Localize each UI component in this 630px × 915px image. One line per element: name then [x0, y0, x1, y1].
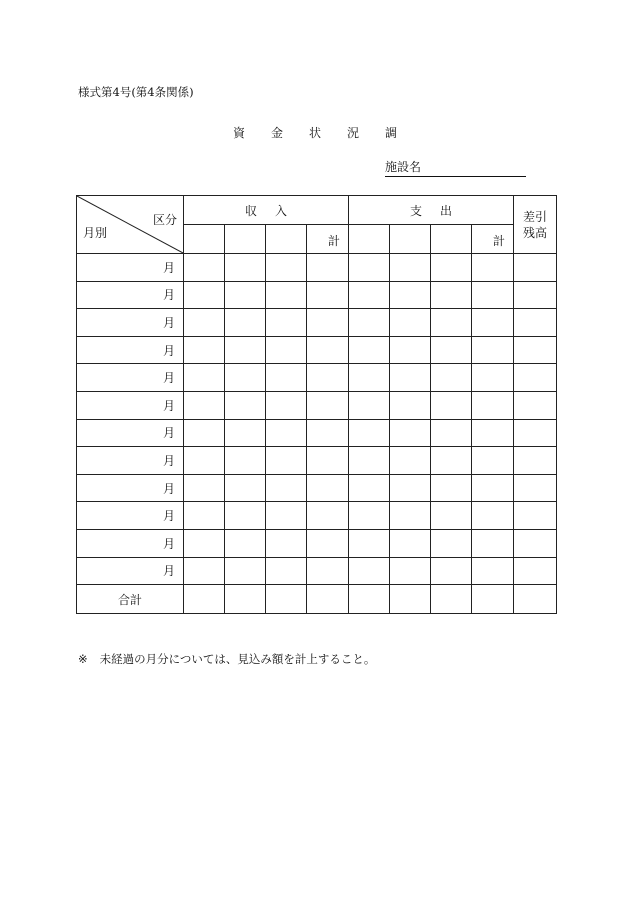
table-row	[77, 281, 557, 309]
table-cell[interactable]	[431, 474, 472, 502]
table-cell[interactable]	[349, 557, 390, 585]
month-row-label: 月	[77, 419, 184, 447]
table-cell[interactable]	[431, 529, 472, 557]
fund-status-table	[76, 195, 557, 614]
table-row	[77, 309, 557, 337]
table-row	[77, 364, 557, 392]
table-cell[interactable]	[431, 447, 472, 475]
table-cell[interactable]	[431, 557, 472, 585]
table-cell[interactable]	[472, 529, 514, 557]
income-subtotal-header: 計	[307, 225, 349, 254]
month-row-label: 月	[77, 447, 184, 475]
month-row-label: 月	[77, 309, 184, 337]
table-cell[interactable]	[184, 529, 225, 557]
table-cell[interactable]	[225, 529, 266, 557]
table-cell[interactable]	[349, 336, 390, 364]
table-cell[interactable]	[266, 364, 307, 392]
table-cell[interactable]	[184, 585, 225, 614]
balance-header	[514, 196, 557, 254]
table-cell[interactable]	[266, 254, 307, 282]
corner-header-cell	[77, 196, 184, 254]
table-cell[interactable]	[514, 557, 557, 585]
table-cell[interactable]	[349, 502, 390, 530]
table-cell[interactable]	[266, 391, 307, 419]
table-cell[interactable]	[225, 419, 266, 447]
table-cell[interactable]	[472, 391, 514, 419]
table-cell[interactable]	[472, 336, 514, 364]
table-cell[interactable]	[514, 474, 557, 502]
month-row-label: 月	[77, 502, 184, 530]
table-cell[interactable]	[349, 529, 390, 557]
table-cell[interactable]	[390, 502, 431, 530]
table-cell[interactable]	[349, 447, 390, 475]
table-cell[interactable]	[184, 254, 225, 282]
table-cell[interactable]	[184, 281, 225, 309]
table-cell[interactable]	[431, 364, 472, 392]
table-cell[interactable]	[307, 281, 349, 309]
table-cell[interactable]	[514, 391, 557, 419]
table-cell[interactable]	[390, 557, 431, 585]
table-cell[interactable]	[307, 585, 349, 614]
table-cell[interactable]	[472, 447, 514, 475]
table-cell[interactable]	[349, 281, 390, 309]
table-cell[interactable]	[225, 474, 266, 502]
table-cell[interactable]	[390, 447, 431, 475]
expense-subtotal-header: 計	[472, 225, 514, 254]
table-cell[interactable]	[184, 447, 225, 475]
table-cell[interactable]	[266, 502, 307, 530]
table-row	[77, 391, 557, 419]
table-cell[interactable]	[307, 474, 349, 502]
table-cell[interactable]	[184, 391, 225, 419]
table-cell[interactable]	[225, 502, 266, 530]
expense-col-3[interactable]	[431, 225, 472, 254]
table-cell[interactable]	[349, 391, 390, 419]
facility-name-field[interactable]: 施設名	[385, 160, 526, 177]
table-cell[interactable]	[472, 474, 514, 502]
table-cell[interactable]	[184, 474, 225, 502]
month-row-label: 月	[77, 529, 184, 557]
table-cell[interactable]	[266, 309, 307, 337]
table-row	[77, 254, 557, 282]
table-cell[interactable]	[266, 557, 307, 585]
table-cell[interactable]	[307, 529, 349, 557]
table-cell[interactable]	[184, 419, 225, 447]
table-cell[interactable]	[225, 254, 266, 282]
table-cell[interactable]	[184, 557, 225, 585]
table-cell[interactable]	[472, 281, 514, 309]
table-cell[interactable]	[514, 585, 557, 614]
month-row-label: 月	[77, 364, 184, 392]
table-cell[interactable]	[266, 447, 307, 475]
table-cell[interactable]	[390, 254, 431, 282]
table-row	[77, 474, 557, 502]
table-cell[interactable]	[390, 336, 431, 364]
table-cell[interactable]	[431, 281, 472, 309]
table-cell[interactable]	[225, 364, 266, 392]
table-cell[interactable]	[184, 309, 225, 337]
footnote	[78, 651, 375, 667]
table-cell[interactable]	[472, 557, 514, 585]
income-header: 収入	[184, 196, 349, 225]
table-cell[interactable]	[390, 474, 431, 502]
expense-header: 支出	[349, 196, 514, 225]
table-cell[interactable]	[225, 281, 266, 309]
table-cell[interactable]	[431, 391, 472, 419]
table-cell[interactable]	[307, 391, 349, 419]
month-label: 月別	[83, 226, 108, 240]
expense-col-1[interactable]	[349, 225, 390, 254]
table-cell[interactable]	[349, 474, 390, 502]
table-cell[interactable]	[184, 502, 225, 530]
table-cell[interactable]	[266, 474, 307, 502]
table-cell[interactable]	[431, 336, 472, 364]
table-cell[interactable]	[307, 502, 349, 530]
income-col-1[interactable]	[184, 225, 225, 254]
table-cell[interactable]	[349, 309, 390, 337]
note-mark: ※	[78, 652, 88, 666]
table-row	[77, 419, 557, 447]
table-cell[interactable]	[307, 254, 349, 282]
table-cell[interactable]	[225, 585, 266, 614]
table-cell[interactable]	[307, 336, 349, 364]
table-cell[interactable]	[390, 585, 431, 614]
table-cell[interactable]	[514, 254, 557, 282]
page-title: 資金状況調	[232, 126, 423, 140]
table-cell[interactable]	[307, 557, 349, 585]
table-cell[interactable]	[307, 309, 349, 337]
table-cell[interactable]	[431, 309, 472, 337]
table-cell[interactable]	[266, 419, 307, 447]
table-cell[interactable]	[225, 336, 266, 364]
table-cell[interactable]	[514, 281, 557, 309]
table-cell[interactable]	[349, 254, 390, 282]
month-row-label: 月	[77, 391, 184, 419]
table-cell[interactable]	[514, 502, 557, 530]
table-cell[interactable]	[266, 585, 307, 614]
table-cell[interactable]	[472, 254, 514, 282]
table-cell[interactable]	[472, 502, 514, 530]
table-cell[interactable]	[514, 364, 557, 392]
income-col-2[interactable]	[225, 225, 266, 254]
table-cell[interactable]	[307, 364, 349, 392]
month-row-label: 月	[77, 281, 184, 309]
table-cell[interactable]	[349, 419, 390, 447]
table-cell[interactable]	[390, 281, 431, 309]
table-cell[interactable]	[349, 585, 390, 614]
balance-header-line1: 差引	[523, 209, 548, 224]
note-text: 未経過の月分については、見込み額を計上すること。	[99, 652, 376, 666]
table-cell[interactable]	[472, 419, 514, 447]
table-cell[interactable]	[431, 254, 472, 282]
table-cell[interactable]	[390, 364, 431, 392]
table-cell[interactable]	[431, 585, 472, 614]
table-cell[interactable]	[514, 336, 557, 364]
month-row-label: 月	[77, 336, 184, 364]
table-cell[interactable]	[390, 529, 431, 557]
table-cell[interactable]	[514, 419, 557, 447]
table-cell[interactable]	[225, 447, 266, 475]
table-cell[interactable]	[225, 391, 266, 419]
total-label: 合計	[77, 585, 184, 614]
month-row-label: 月	[77, 254, 184, 282]
table-cell[interactable]	[225, 309, 266, 337]
table-cell[interactable]	[266, 529, 307, 557]
table-cell[interactable]	[390, 391, 431, 419]
table-cell[interactable]	[514, 447, 557, 475]
table-cell[interactable]	[431, 502, 472, 530]
table-cell[interactable]	[266, 336, 307, 364]
table-row	[77, 529, 557, 557]
table-cell[interactable]	[390, 309, 431, 337]
table-cell[interactable]	[184, 364, 225, 392]
category-label: 区分	[152, 213, 177, 227]
table-cell[interactable]	[266, 281, 307, 309]
income-col-3[interactable]	[266, 225, 307, 254]
table-row	[77, 447, 557, 475]
table-row	[77, 502, 557, 530]
table-cell[interactable]	[307, 419, 349, 447]
table-cell[interactable]	[184, 336, 225, 364]
table-cell[interactable]	[472, 309, 514, 337]
table-cell[interactable]	[349, 364, 390, 392]
form-number: 様式第4号(第4条関係)	[78, 85, 194, 99]
table-cell[interactable]	[514, 309, 557, 337]
table-cell[interactable]	[431, 419, 472, 447]
table-row	[77, 557, 557, 585]
table-cell[interactable]	[225, 557, 266, 585]
expense-col-2[interactable]	[390, 225, 431, 254]
table-cell[interactable]	[472, 585, 514, 614]
table-cell[interactable]	[307, 447, 349, 475]
table-cell[interactable]	[514, 529, 557, 557]
month-row-label: 月	[77, 557, 184, 585]
month-row-label: 月	[77, 474, 184, 502]
table-cell[interactable]	[472, 364, 514, 392]
balance-header-line2: 残高	[523, 225, 548, 240]
table-row	[77, 336, 557, 364]
table-cell[interactable]	[390, 419, 431, 447]
